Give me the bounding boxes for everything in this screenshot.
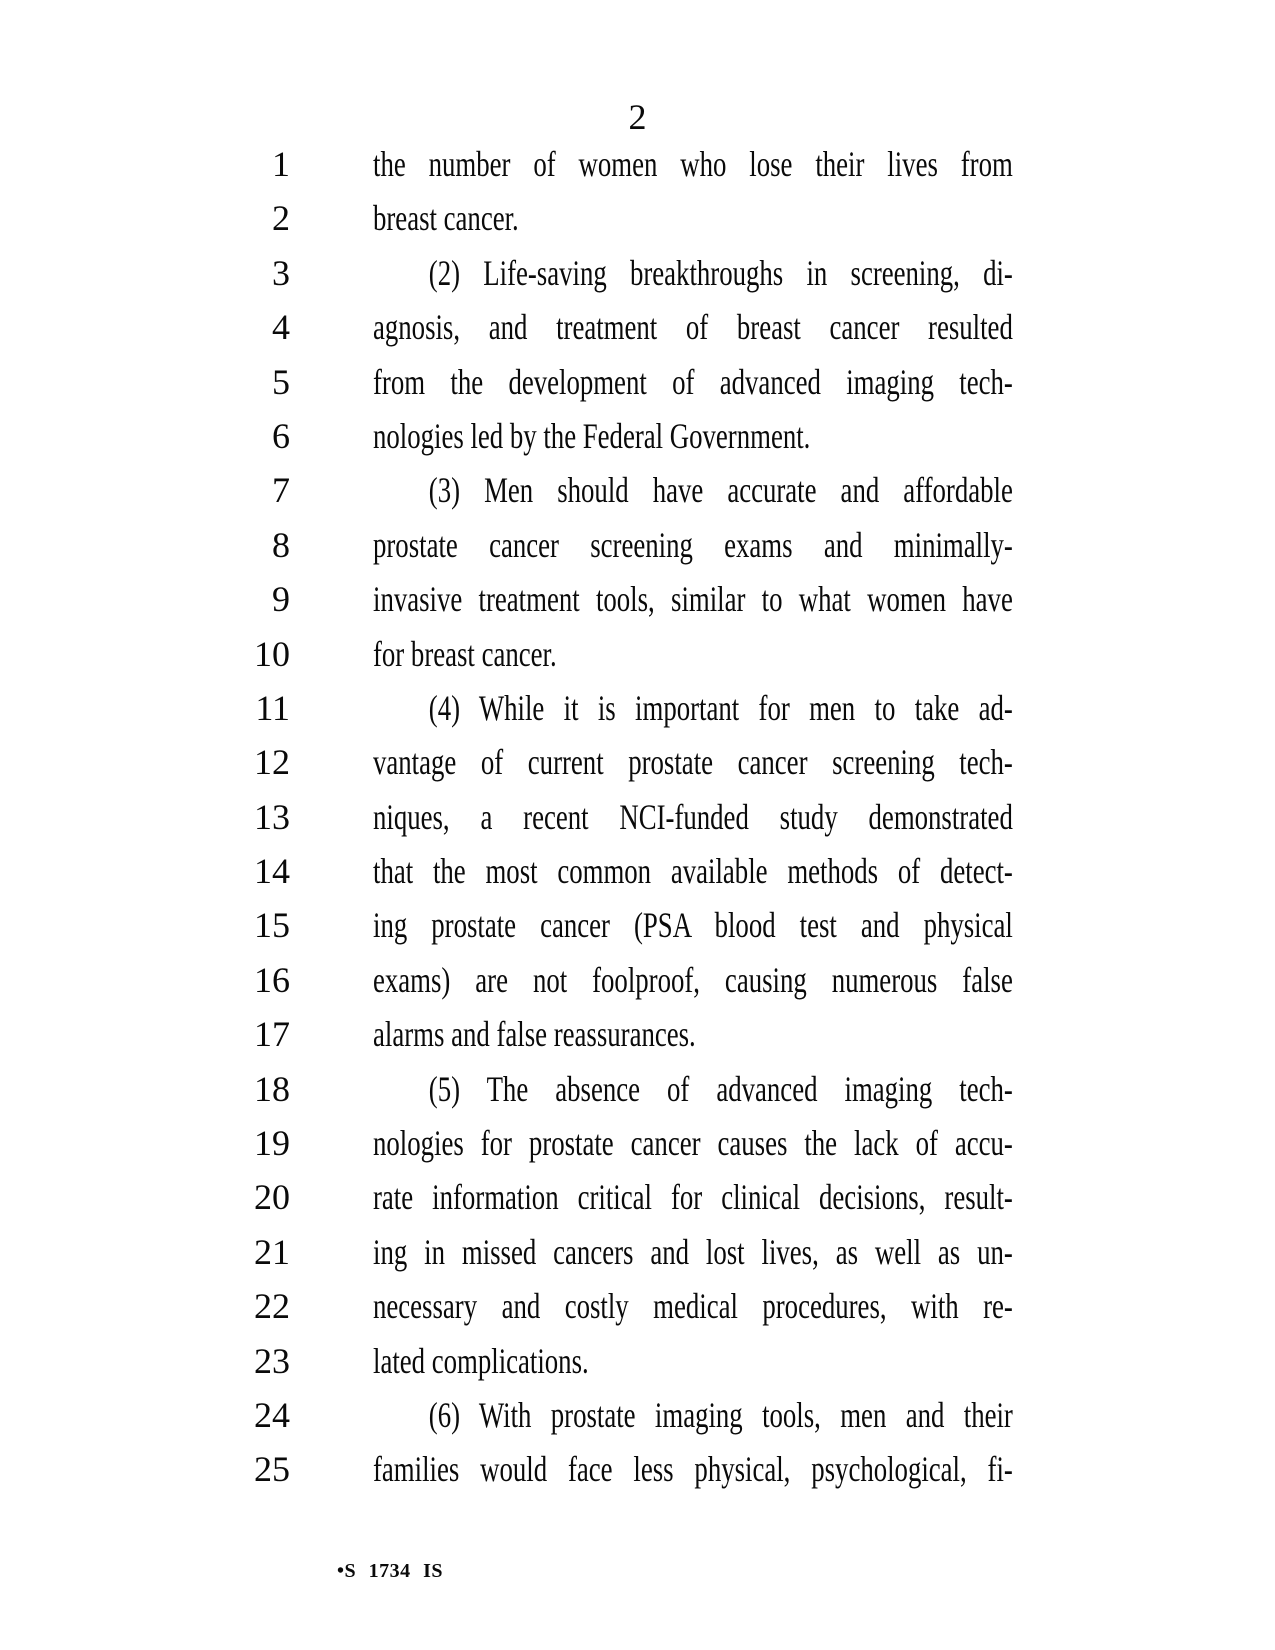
line-number: 11	[255, 687, 290, 728]
bill-lines	[0, 137, 1275, 1497]
bill-line	[0, 1116, 1275, 1170]
bill-line	[0, 1062, 1275, 1116]
line-text: (6) With prostate imaging tools, men and their	[428, 1394, 1013, 1435]
line-text: vantage of current prostate cancer screening tech-	[373, 742, 1013, 783]
line-text: exams) are not foolproof, causing numerous false	[373, 959, 1013, 1000]
bill-footer-designation: •S 1734 IS	[337, 1560, 444, 1582]
line-text: (5) The absence of advanced imaging tech-	[428, 1068, 1013, 1109]
page-number: 2	[628, 97, 647, 137]
line-text: lated complications.	[373, 1340, 589, 1381]
bill-line	[0, 463, 1275, 517]
line-text: (3) Men should have accurate and affordable	[428, 470, 1013, 511]
line-text: alarms and false reassurances.	[373, 1014, 696, 1055]
line-text: the number of women who lose their lives from	[373, 144, 1013, 184]
line-text: invasive treatment tools, similar to what women have	[373, 579, 1013, 620]
line-number: 23	[254, 1340, 290, 1381]
line-text: for breast cancer.	[373, 633, 557, 674]
bill-line	[0, 572, 1275, 626]
line-number: 24	[254, 1394, 290, 1435]
line-number: 12	[254, 742, 290, 783]
bill-line	[0, 953, 1275, 1007]
line-number: 20	[254, 1177, 290, 1218]
line-text: that the most common available methods of detect-	[373, 851, 1013, 892]
bill-line	[0, 790, 1275, 844]
bill-line	[0, 246, 1275, 300]
line-number: 4	[272, 307, 290, 348]
line-text: rate information critical for clinical decisions, result-	[373, 1177, 1013, 1218]
line-number: 13	[254, 796, 290, 837]
bill-line	[0, 191, 1275, 245]
line-number: 2	[272, 198, 290, 239]
bill-line	[0, 1225, 1275, 1279]
bill-line	[0, 518, 1275, 572]
line-number: 5	[272, 361, 290, 402]
line-number: 16	[254, 959, 290, 1000]
line-text: nologies for prostate cancer causes the lack of accu-	[373, 1123, 1013, 1164]
line-number: 18	[254, 1068, 290, 1109]
line-text: necessary and costly medical procedures, with re-	[373, 1286, 1013, 1327]
bill-line	[0, 1388, 1275, 1442]
bill-line	[0, 1170, 1275, 1224]
bill-line	[0, 355, 1275, 409]
line-text: (2) Life-saving breakthroughs in screening, di-	[428, 252, 1013, 293]
line-number: 10	[254, 633, 290, 674]
bill-line	[0, 409, 1275, 463]
line-text: (4) While it is important for men to take ad-	[428, 687, 1013, 728]
bill-line	[0, 137, 1275, 191]
line-number: 3	[272, 252, 290, 293]
line-number: 25	[254, 1449, 290, 1490]
line-text: ing prostate cancer (PSA blood test and physical	[373, 905, 1013, 946]
bill-line	[0, 300, 1275, 354]
bill-line	[0, 681, 1275, 735]
line-text: ing in missed cancers and lost lives, as well as un-	[373, 1231, 1013, 1272]
line-number: 1	[272, 144, 290, 184]
bill-line	[0, 844, 1275, 898]
line-text: nologies led by the Federal Government.	[373, 415, 811, 456]
bill-line	[0, 1007, 1275, 1061]
line-number: 21	[254, 1231, 290, 1272]
line-text: from the development of advanced imaging tech-	[373, 361, 1013, 402]
line-number: 17	[254, 1014, 290, 1055]
line-text: families would face less physical, psychological, fi-	[373, 1449, 1013, 1490]
bill-line	[0, 627, 1275, 681]
line-text: breast cancer.	[373, 198, 519, 239]
bill-line	[0, 1442, 1275, 1496]
bill-line	[0, 735, 1275, 789]
line-text: prostate cancer screening exams and minimally-	[373, 524, 1013, 565]
line-text: agnosis, and treatment of breast cancer resulted	[373, 307, 1013, 348]
line-number: 19	[254, 1123, 290, 1164]
bill-line	[0, 898, 1275, 952]
line-number: 6	[272, 415, 290, 456]
line-number: 7	[272, 470, 290, 511]
bill-line	[0, 1279, 1275, 1333]
line-number: 22	[254, 1286, 290, 1327]
line-number: 9	[272, 579, 290, 620]
line-number: 8	[272, 524, 290, 565]
line-number: 15	[254, 905, 290, 946]
line-text: niques, a recent NCI-funded study demonstrated	[373, 796, 1013, 837]
bill-line	[0, 1334, 1275, 1388]
line-number: 14	[254, 851, 290, 892]
